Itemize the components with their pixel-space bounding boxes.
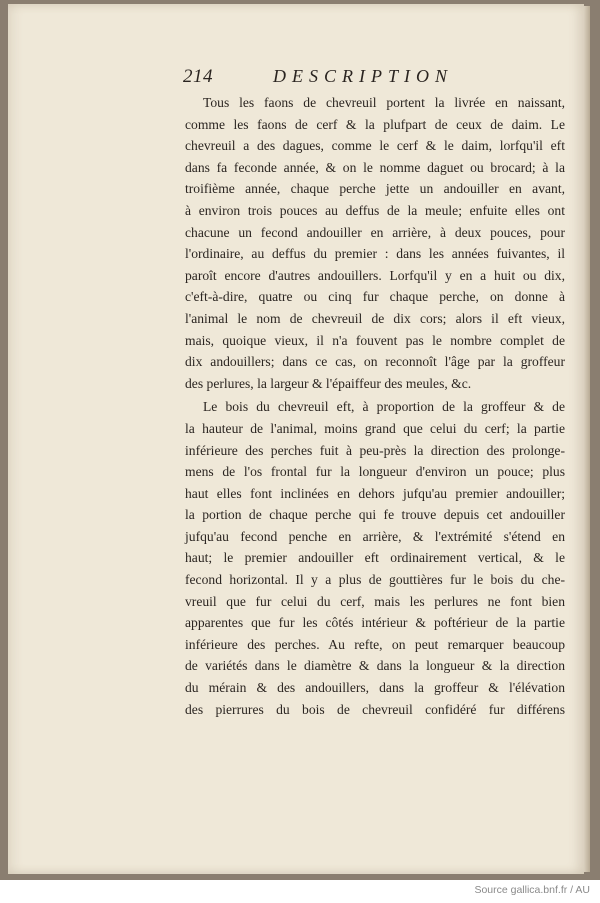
body-text [185, 92, 565, 720]
text-line: mens de l'os frontal fur la longueur d'environ un pouce; plus [185, 464, 565, 480]
text-line: l'ordinaire, au deffus du premier : dans les années fuivantes, il [185, 246, 565, 262]
text-line: inférieure des perches. Au refte, on peut remarquer beaucoup [185, 636, 565, 652]
page-edge [584, 6, 590, 872]
text-line: à environ trois pouces au deffus de la meule; enfuite elles ont [185, 202, 565, 218]
text-line: jufqu'au fecond penche en arrière, & l'extrémité s'étend en [185, 528, 565, 544]
running-title: DESCRIPTION [273, 66, 453, 86]
source-credit: Source gallica.bnf.fr / AU [474, 884, 590, 896]
text-line: comme les faons de cerf & la plufpart de ceux de daim. Le [185, 116, 565, 132]
text-line: paroît encore d'autres andouillers. Lorfqu'il y en a huit ou dix, [185, 267, 565, 283]
text-line: mais, quoique vieux, il n'a fouvent pas le nombre complet de [185, 332, 565, 348]
text-line: haut elles font inclinées en dehors jufqu'au premier andouiller; [185, 485, 565, 501]
text-line: c'eft-à-dire, quatre ou cinq fur chaque perche, on donne à [185, 289, 565, 305]
page-header [183, 66, 503, 92]
footer-bar [0, 880, 600, 903]
text-line: chacune un fecond andouiller en arrière, à deux pouces, pour [185, 224, 565, 240]
text-line: troifième année, chaque perche jette un andouiller en avant, [185, 181, 565, 197]
text-line: de variétés dans le diamètre & dans la longueur & la direction [185, 658, 565, 674]
page-number: 214 [183, 66, 213, 87]
text-line: vreuil que fur celui du cerf, mais les perlures ne font bien [185, 593, 565, 609]
text-line: Tous les faons de chevreuil portent la livrée en naissant, [203, 95, 565, 110]
text-line: l'animal le nom de chevreuil de dix cors; alors il eft vieux, [185, 310, 565, 326]
text-line: chevreuil a des dagues, comme le cerf & le daim, lorfqu'il eft [185, 138, 565, 154]
text-line: la portion de chaque perche qui fe trouve depuis cet andouiller [185, 507, 565, 523]
text-line: dix andouillers; dans ce cas, on reconnoît l'âge par la groffeur [185, 354, 565, 370]
text-line: fecond horizontal. Il y a plus de gouttières fur le bois du che- [185, 572, 565, 588]
text-line: du mérain & des andouillers, dans la groffeur & l'élévation [185, 680, 565, 696]
text-line: haut; le premier andouiller eft ordinairement vertical, & le [185, 550, 565, 566]
text-line: des pierrures du bois de chevreuil confidéré fur différens [185, 701, 565, 717]
text-line: apparentes que fur les côtés intérieur & poftérieur de la partie [185, 615, 565, 631]
text-line: dans fa feconde année, & on le nomme daguet ou brocard; à la [185, 159, 565, 175]
paragraph-1 [185, 92, 565, 394]
paragraph-2 [185, 396, 565, 720]
text-line: inférieure des perches fuit à peu-près la direction des prolonge- [185, 442, 565, 458]
text-line: des perlures, la largeur & l'épaiffeur des meules, &c. [185, 375, 472, 391]
text-line: la hauteur de l'animal, moins grand que celui du cerf; la partie [185, 420, 565, 436]
text-line: Le bois du chevreuil eft, à proportion de la groffeur & de [203, 399, 565, 415]
